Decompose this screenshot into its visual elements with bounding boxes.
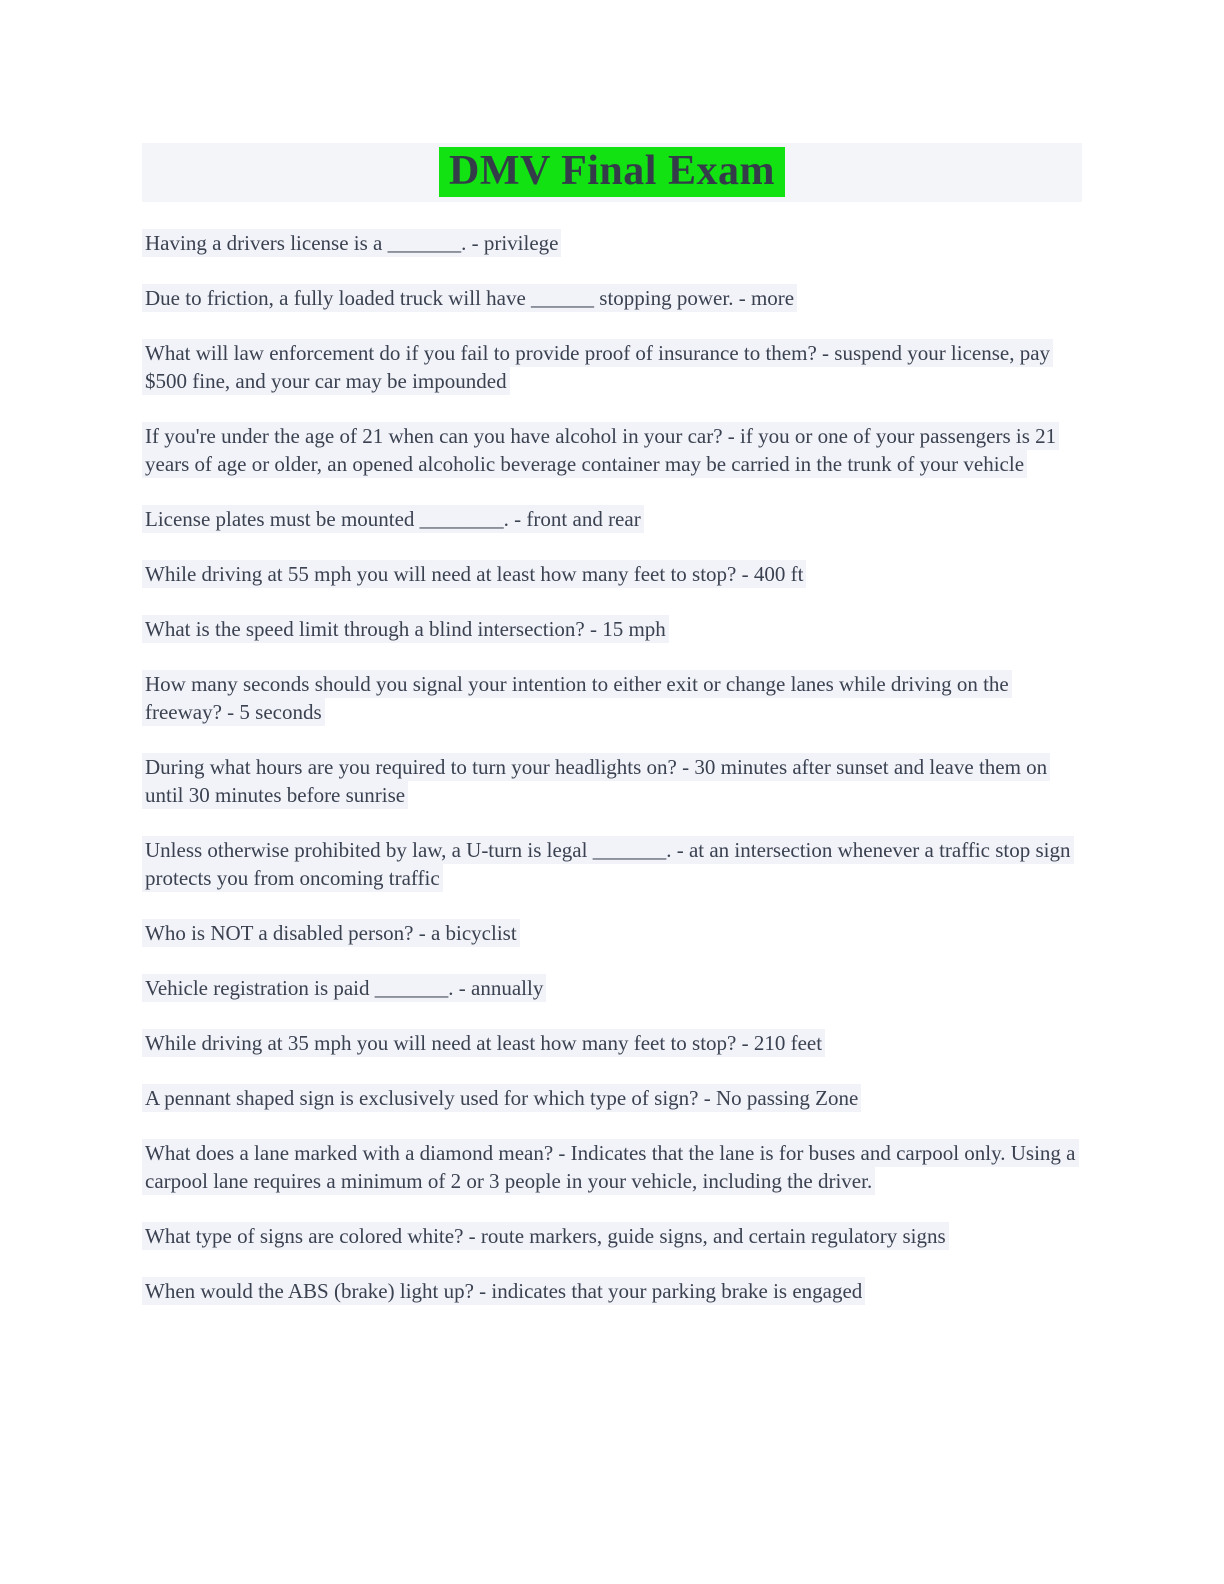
- qa-text: During what hours are you required to turn your headlights on? - 30 minutes after sunset and leave them on until 30 minutes before sunrise: [142, 753, 1050, 809]
- qa-text: What is the speed limit through a blind intersection? - 15 mph: [142, 615, 669, 643]
- qa-text: While driving at 35 mph you will need at least how many feet to stop? - 210 feet: [142, 1029, 825, 1057]
- qa-text: What will law enforcement do if you fail to provide proof of insurance to them? - suspend your license, pay $500 fine, and your car may be impounded: [142, 339, 1053, 395]
- qa-item: [142, 422, 1082, 478]
- qa-text: Due to friction, a fully loaded truck will have ______ stopping power. - more: [142, 284, 797, 312]
- qa-text: If you're under the age of 21 when can you have alcohol in your car? - if you or one of your passengers is 21 years of age or older, an opened alcoholic beverage container may be carried in the trunk of your vehicle: [142, 422, 1059, 478]
- qa-item: [142, 670, 1082, 726]
- qa-item: [142, 1029, 1082, 1057]
- qa-text: What does a lane marked with a diamond mean? - Indicates that the lane is for buses and carpool only. Using a carpool lane requires a minimum of 2 or 3 people in your vehicle, including the driver.: [142, 1139, 1079, 1195]
- qa-item: [142, 615, 1082, 643]
- title-band: [142, 143, 1082, 202]
- qa-text: Having a drivers license is a _______. - privilege: [142, 229, 561, 257]
- qa-item: [142, 284, 1082, 312]
- qa-item: [142, 836, 1082, 892]
- qa-item: [142, 753, 1082, 809]
- qa-text: What type of signs are colored white? - route markers, guide signs, and certain regulatory signs: [142, 1222, 949, 1250]
- document-content: [142, 143, 1082, 1305]
- qa-item: [142, 229, 1082, 257]
- qa-item: [142, 560, 1082, 588]
- qa-item: [142, 974, 1082, 1002]
- qa-item: [142, 339, 1082, 395]
- qa-item: [142, 1139, 1082, 1195]
- qa-text: While driving at 55 mph you will need at least how many feet to stop? - 400 ft: [142, 560, 806, 588]
- page-title: DMV Final Exam: [439, 147, 785, 197]
- qa-text: How many seconds should you signal your intention to either exit or change lanes while driving on the freeway? - 5 seconds: [142, 670, 1012, 726]
- qa-item: [142, 919, 1082, 947]
- qa-item: [142, 1222, 1082, 1250]
- qa-item: [142, 505, 1082, 533]
- qa-item: [142, 1084, 1082, 1112]
- qa-text: License plates must be mounted ________. - front and rear: [142, 505, 644, 533]
- qa-item: [142, 1277, 1082, 1305]
- qa-text: Unless otherwise prohibited by law, a U-turn is legal _______. - at an intersection whenever a traffic stop sign protects you from oncoming traffic: [142, 836, 1074, 892]
- qa-text: Who is NOT a disabled person? - a bicyclist: [142, 919, 520, 947]
- qa-text: Vehicle registration is paid _______. - annually: [142, 974, 546, 1002]
- qa-text: When would the ABS (brake) light up? - indicates that your parking brake is engaged: [142, 1277, 865, 1305]
- qa-text: A pennant shaped sign is exclusively used for which type of sign? - No passing Zone: [142, 1084, 861, 1112]
